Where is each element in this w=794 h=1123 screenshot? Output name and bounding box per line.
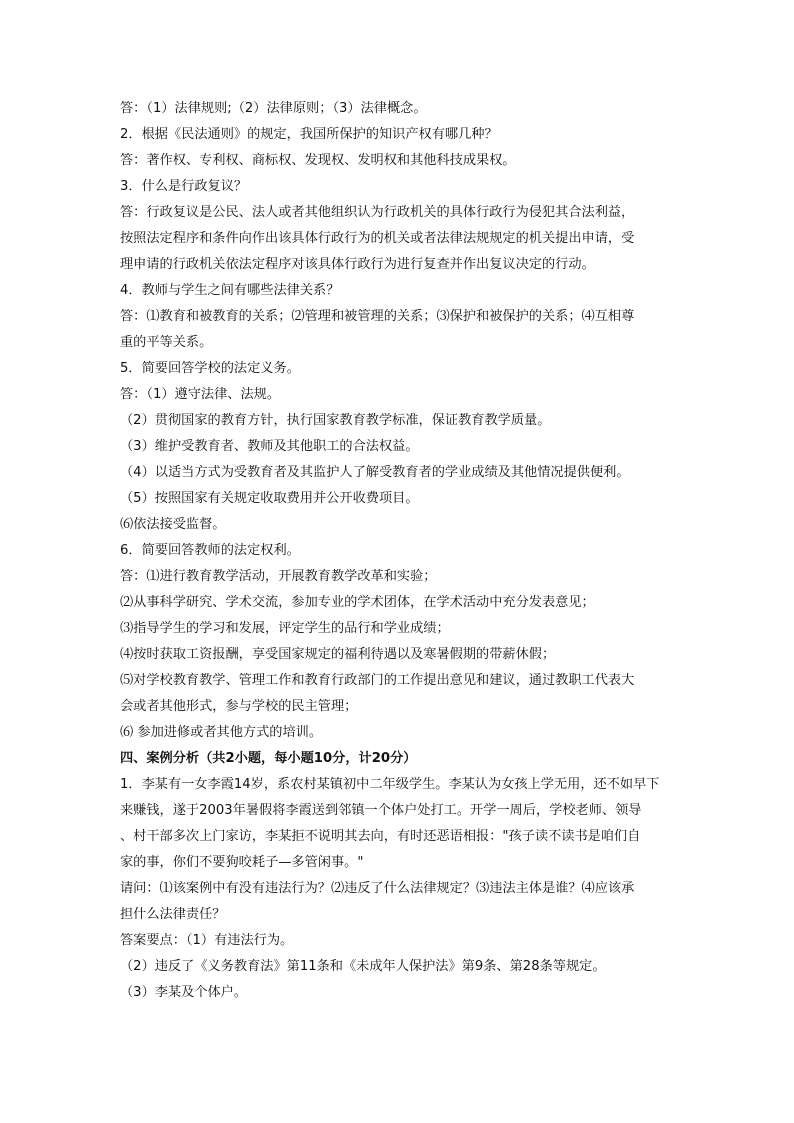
text-line: （2）违反了《义务教育法》第11条和《未成年人保护法》第9条、第28条等规定。 bbox=[120, 959, 606, 974]
section-heading: 四、案例分析（共2小题，每小题10分，计20分） bbox=[120, 751, 417, 766]
text-line: 1．李某有一女李霞14岁，系农村某镇初中二年级学生。李某认为女孩上学无用，还不如早下 bbox=[120, 777, 660, 792]
text-line: ⑹依法接受监督。 bbox=[120, 517, 226, 532]
text-line: 家的事，你们不要狗咬耗子—多管闲事。" bbox=[120, 855, 364, 870]
text-line: 答：⑴进行教育教学活动，开展教育教学改革和实验； bbox=[120, 569, 437, 584]
text-line: （4）以适当方式为受教育者及其监护人了解受教育者的学业成绩及其他情况提供便利。 bbox=[120, 465, 630, 480]
text-line: 担什么法律责任？ bbox=[120, 907, 226, 922]
text-line: 答：⑴教育和被教育的关系；⑵管理和被管理的关系；⑶保护和被保护的关系；⑷互相尊 bbox=[120, 309, 635, 324]
text-line: ⑵从事科学研究、学术交流，参加专业的学术团体，在学术活动中充分发表意见； bbox=[120, 595, 595, 610]
text-line: 来赚钱，遂于2003年暑假将李霞送到邻镇一个体户处打工。开学一周后，学校老师、领导 bbox=[120, 803, 642, 818]
text-line: 答：（1）遵守法律、法规。 bbox=[120, 387, 281, 402]
text-line: 答：（1）法律规则;（2）法律原则；（3）法律概念。 bbox=[120, 101, 427, 116]
text-line: 、村干部多次上门家访，李某拒不说明其去向，有时还恶语相报："孩子读不读书是咱们自 bbox=[120, 829, 641, 844]
text-line: 4．教师与学生之间有哪些法律关系？ bbox=[120, 283, 340, 298]
text-line: 答：著作权、专利权、商标权、发现权、发明权和其他科技成果权。 bbox=[120, 153, 516, 168]
text-line: 答案要点：（1）有违法行为。 bbox=[120, 933, 294, 948]
text-line: （3）李某及个体户。 bbox=[120, 985, 248, 1000]
text-line: 3．什么是行政复议？ bbox=[120, 179, 248, 194]
text-line: 请问：⑴该案例中有没有违法行为？⑵违反了什么法律规定？⑶违法主体是谁？⑷应该承 bbox=[120, 881, 635, 896]
document-body bbox=[120, 96, 680, 1006]
text-line: 会或者其他形式，参与学校的民主管理； bbox=[120, 699, 358, 714]
text-line: 答：行政复议是公民、法人或者其他组织认为行政机关的具体行政行为侵犯其合法利益， bbox=[120, 205, 635, 220]
text-line: （5）按照国家有关规定收取费用并公开收费项目。 bbox=[120, 491, 419, 506]
text-line: 5．简要回答学校的法定义务。 bbox=[120, 361, 300, 376]
text-line: ⑸对学校教育教学、管理工作和教育行政部门的工作提出意见和建议，通过教职工代表大 bbox=[120, 673, 635, 688]
text-line: 2．根据《民法通则》的规定，我国所保护的知识产权有哪几种？ bbox=[120, 127, 498, 142]
text-line: ⑹ 参加进修或者其他方式的培训。 bbox=[120, 725, 323, 740]
text-line: ⑷按时获取工资报酬，享受国家规定的福利待遇以及寒暑假期的带薪休假； bbox=[120, 647, 556, 662]
text-line: 按照法定程序和条件向作出该具体行政行为的机关或者法律法规规定的机关提出申请，受 bbox=[120, 231, 635, 246]
text-line: 理申请的行政机关依法定程序对该具体行政行为进行复查并作出复议决定的行动。 bbox=[120, 257, 595, 272]
text-line: 重的平等关系。 bbox=[120, 335, 213, 350]
text-line: ⑶指导学生的学习和发展，评定学生的品行和学业成绩； bbox=[120, 621, 450, 636]
text-line: 6．简要回答教师的法定权利。 bbox=[120, 543, 300, 558]
text-line: （2）贯彻国家的教育方针，执行国家教育教学标准，保证教育教学质量。 bbox=[120, 413, 551, 428]
text-line: （3）维护受教育者、教师及其他职工的合法权益。 bbox=[120, 439, 419, 454]
